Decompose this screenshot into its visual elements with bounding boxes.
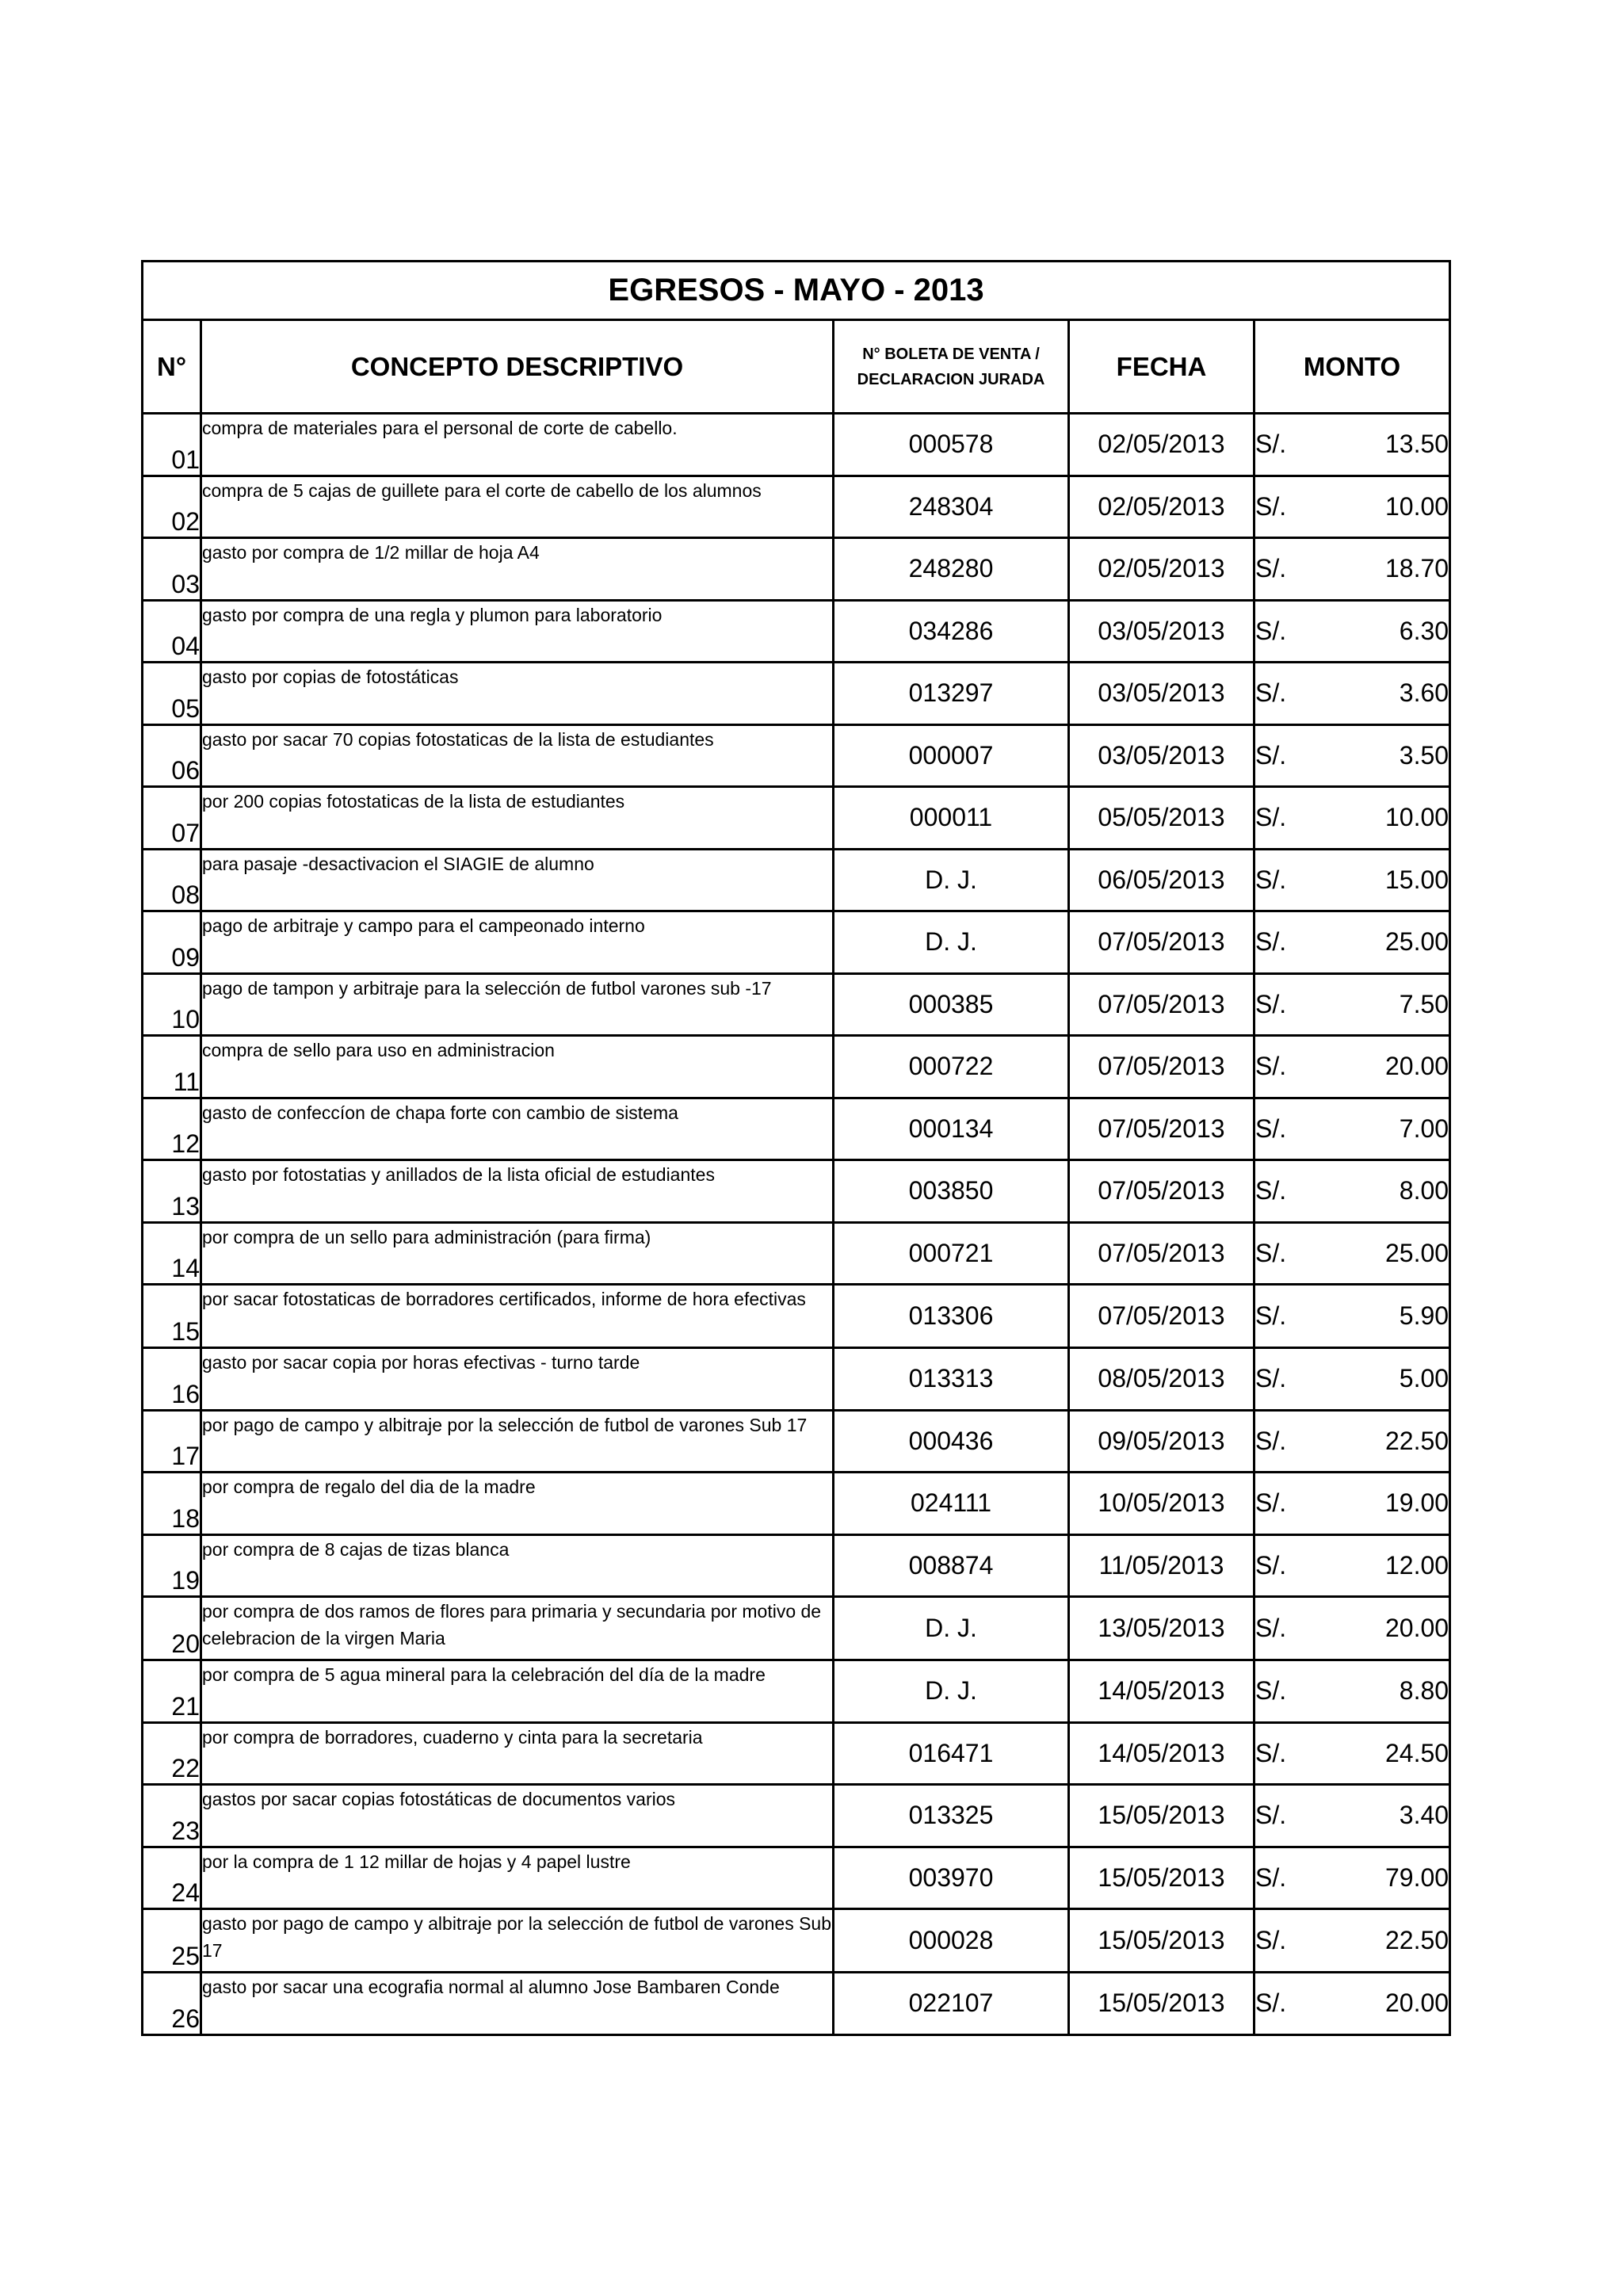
row-amount: 19.00: [1384, 1488, 1449, 1518]
amount-wrap: [1255, 678, 1449, 708]
table-row: [143, 538, 1450, 601]
row-number: 13: [143, 1160, 201, 1223]
row-amount-cell: [1254, 1160, 1450, 1223]
header-receipt: [834, 320, 1069, 414]
row-amount-cell: [1254, 600, 1450, 663]
row-receipt: D. J.: [834, 1597, 1069, 1660]
table-row: [143, 1098, 1450, 1160]
row-concept: por compra de borradores, cuaderno y cinta para la secretaria: [201, 1722, 834, 1785]
currency-symbol: S/.: [1255, 616, 1287, 645]
row-amount: 8.00: [1399, 1176, 1449, 1205]
table-row: [143, 973, 1450, 1036]
row-date: 13/05/2013: [1069, 1597, 1254, 1660]
header-row: [143, 320, 1450, 414]
amount-wrap: [1255, 430, 1449, 459]
row-concept: compra de materiales para el personal de corte de cabello.: [201, 414, 834, 476]
row-concept: compra de sello para uso en administracion: [201, 1036, 834, 1098]
currency-symbol: S/.: [1255, 1801, 1287, 1830]
row-date: 07/05/2013: [1069, 973, 1254, 1036]
row-amount: 7.00: [1399, 1114, 1449, 1143]
header-receipt-line1: N° BOLETA DE VENTA /: [862, 345, 1040, 363]
row-amount-cell: [1254, 414, 1450, 476]
amount-wrap: [1255, 554, 1449, 583]
row-date: 15/05/2013: [1069, 1847, 1254, 1909]
row-amount: 7.50: [1399, 989, 1449, 1018]
row-amount: 3.60: [1399, 678, 1449, 708]
row-number: 16: [143, 1348, 201, 1411]
currency-symbol: S/.: [1255, 1676, 1287, 1706]
row-number: 26: [143, 1973, 201, 2035]
row-number: 15: [143, 1285, 201, 1348]
row-amount-cell: [1254, 1660, 1450, 1723]
currency-symbol: S/.: [1255, 1488, 1287, 1518]
row-number: 07: [143, 787, 201, 850]
table-row: [143, 1036, 1450, 1098]
table-row: [143, 1160, 1450, 1223]
header-amount: MONTO: [1254, 320, 1450, 414]
row-receipt: 013313: [834, 1348, 1069, 1411]
amount-wrap: [1255, 803, 1449, 832]
currency-symbol: S/.: [1255, 678, 1287, 708]
amount-wrap: [1255, 865, 1449, 895]
row-date: 07/05/2013: [1069, 1160, 1254, 1223]
row-amount: 10.00: [1384, 803, 1449, 832]
row-concept: gasto por copias de fotostáticas: [201, 663, 834, 725]
row-amount: 25.00: [1384, 1238, 1449, 1267]
currency-symbol: S/.: [1255, 989, 1287, 1018]
row-receipt: 000007: [834, 724, 1069, 787]
row-receipt: 000721: [834, 1222, 1069, 1285]
header-num: N°: [143, 320, 201, 414]
row-amount-cell: [1254, 1973, 1450, 2035]
header-date: FECHA: [1069, 320, 1254, 414]
row-date: 07/05/2013: [1069, 1222, 1254, 1285]
row-amount-cell: [1254, 787, 1450, 850]
row-number: 25: [143, 1909, 201, 1973]
row-receipt: D. J.: [834, 849, 1069, 911]
row-concept: compra de 5 cajas de guillete para el corte de cabello de los alumnos: [201, 476, 834, 538]
row-receipt: 248304: [834, 476, 1069, 538]
row-concept: por 200 copias fotostaticas de la lista de estudiantes: [201, 787, 834, 850]
row-receipt: 000722: [834, 1036, 1069, 1098]
row-date: 09/05/2013: [1069, 1410, 1254, 1473]
currency-symbol: S/.: [1255, 491, 1287, 521]
row-date: 03/05/2013: [1069, 724, 1254, 787]
row-amount-cell: [1254, 724, 1450, 787]
row-number: 12: [143, 1098, 201, 1160]
row-receipt: 248280: [834, 538, 1069, 601]
currency-symbol: S/.: [1255, 1364, 1287, 1393]
currency-symbol: S/.: [1255, 554, 1287, 583]
amount-wrap: [1255, 492, 1449, 521]
expenses-table: [141, 260, 1451, 2036]
row-amount: 22.50: [1384, 1926, 1449, 1954]
row-concept: por pago de campo y albitraje por la selección de futbol de varones Sub 17: [201, 1410, 834, 1473]
amount-wrap: [1255, 617, 1449, 646]
row-receipt: D. J.: [834, 1660, 1069, 1723]
row-date: 07/05/2013: [1069, 1036, 1254, 1098]
amount-wrap: [1255, 927, 1449, 957]
row-concept: gasto por sacar copia por horas efectivas - turno tarde: [201, 1348, 834, 1411]
table-row: [143, 724, 1450, 787]
currency-symbol: S/.: [1255, 1426, 1287, 1455]
row-date: 02/05/2013: [1069, 476, 1254, 538]
currency-symbol: S/.: [1255, 1614, 1287, 1642]
row-concept: por compra de 5 agua mineral para la celebración del día de la madre: [201, 1660, 834, 1723]
row-concept: por compra de dos ramos de flores para primaria y secundaria por motivo de celebracion de la virgen Maria: [201, 1597, 834, 1660]
row-amount: 12.00: [1384, 1550, 1449, 1580]
table-row: [143, 1285, 1450, 1348]
row-amount-cell: [1254, 1597, 1450, 1660]
row-amount-cell: [1254, 1785, 1450, 1847]
row-concept: por la compra de 1 12 millar de hojas y 4 papel lustre: [201, 1847, 834, 1909]
table-row: [143, 1348, 1450, 1411]
row-receipt: 000436: [834, 1410, 1069, 1473]
row-number: 23: [143, 1785, 201, 1847]
row-amount-cell: [1254, 1473, 1450, 1535]
row-concept: gasto por sacar una ecografia normal al alumno Jose Bambaren Conde: [201, 1973, 834, 2035]
row-receipt: 000134: [834, 1098, 1069, 1160]
row-number: 11: [143, 1036, 201, 1098]
amount-wrap: [1255, 1926, 1449, 1955]
row-amount-cell: [1254, 1222, 1450, 1285]
row-date: 15/05/2013: [1069, 1973, 1254, 2035]
table-body: [143, 414, 1450, 2035]
amount-wrap: [1255, 1239, 1449, 1268]
amount-wrap: [1255, 1739, 1449, 1768]
row-receipt: 000011: [834, 787, 1069, 850]
row-amount-cell: [1254, 1348, 1450, 1411]
row-receipt: D. J.: [834, 911, 1069, 974]
row-concept: gasto por fotostatias y anillados de la lista oficial de estudiantes: [201, 1160, 834, 1223]
row-amount-cell: [1254, 849, 1450, 911]
table-row: [143, 1722, 1450, 1785]
row-date: 07/05/2013: [1069, 911, 1254, 974]
row-date: 10/05/2013: [1069, 1473, 1254, 1535]
row-number: 20: [143, 1597, 201, 1660]
row-amount: 5.00: [1399, 1364, 1449, 1393]
currency-symbol: S/.: [1255, 1738, 1287, 1767]
table-row: [143, 663, 1450, 725]
row-amount: 8.80: [1399, 1676, 1449, 1706]
currency-symbol: S/.: [1255, 803, 1287, 832]
row-concept: gasto de confeccíon de chapa forte con cambio de sistema: [201, 1098, 834, 1160]
row-amount-cell: [1254, 538, 1450, 601]
row-number: 14: [143, 1222, 201, 1285]
amount-wrap: [1255, 741, 1449, 770]
row-concept: para pasaje -desactivacion el SIAGIE de alumno: [201, 849, 834, 911]
currency-symbol: S/.: [1255, 740, 1287, 770]
row-concept: por compra de regalo del dia de la madre: [201, 1473, 834, 1535]
row-concept: pago de tampon y arbitraje para la selección de futbol varones sub -17: [201, 973, 834, 1036]
row-receipt: 003970: [834, 1847, 1069, 1909]
row-amount-cell: [1254, 1098, 1450, 1160]
row-date: 11/05/2013: [1069, 1534, 1254, 1597]
row-number: 10: [143, 973, 201, 1036]
row-amount-cell: [1254, 1722, 1450, 1785]
row-number: 06: [143, 724, 201, 787]
row-receipt: 000578: [834, 414, 1069, 476]
row-number: 08: [143, 849, 201, 911]
row-amount: 5.90: [1399, 1301, 1449, 1330]
row-concept: gasto por compra de una regla y plumon para laboratorio: [201, 600, 834, 663]
table-row: [143, 787, 1450, 850]
row-amount: 10.00: [1384, 491, 1449, 521]
row-amount-cell: [1254, 911, 1450, 974]
row-amount: 24.50: [1384, 1738, 1449, 1767]
row-concept: por sacar fotostaticas de borradores certificados, informe de hora efectivas: [201, 1285, 834, 1348]
table-row: [143, 1660, 1450, 1723]
row-receipt: 013325: [834, 1785, 1069, 1847]
title-row: [143, 262, 1450, 320]
currency-symbol: S/.: [1255, 1988, 1287, 2018]
row-concept: gastos por sacar copias fotostáticas de documentos varios: [201, 1785, 834, 1847]
table-row: [143, 1785, 1450, 1847]
row-date: 06/05/2013: [1069, 849, 1254, 911]
row-amount-cell: [1254, 1285, 1450, 1348]
row-number: 01: [143, 414, 201, 476]
amount-wrap: [1255, 1488, 1449, 1518]
amount-wrap: [1255, 1364, 1449, 1393]
row-date: 05/05/2013: [1069, 787, 1254, 850]
row-amount: 22.50: [1384, 1426, 1449, 1455]
table-row: [143, 1222, 1450, 1285]
amount-wrap: [1255, 1863, 1449, 1893]
row-receipt: 000385: [834, 973, 1069, 1036]
row-amount-cell: [1254, 1909, 1450, 1973]
row-date: 15/05/2013: [1069, 1909, 1254, 1973]
row-date: 14/05/2013: [1069, 1722, 1254, 1785]
table-row: [143, 476, 1450, 538]
row-date: 15/05/2013: [1069, 1785, 1254, 1847]
row-receipt: 016471: [834, 1722, 1069, 1785]
row-number: 05: [143, 663, 201, 725]
row-amount: 3.40: [1399, 1801, 1449, 1830]
row-amount: 6.30: [1399, 616, 1449, 645]
row-date: 03/05/2013: [1069, 600, 1254, 663]
row-receipt: 000028: [834, 1909, 1069, 1973]
row-receipt: 003850: [834, 1160, 1069, 1223]
amount-wrap: [1255, 1114, 1449, 1144]
row-number: 09: [143, 911, 201, 974]
row-date: 08/05/2013: [1069, 1348, 1254, 1411]
amount-wrap: [1255, 1676, 1449, 1706]
currency-symbol: S/.: [1255, 1052, 1287, 1081]
row-number: 19: [143, 1534, 201, 1597]
row-amount: 25.00: [1384, 927, 1449, 957]
currency-symbol: S/.: [1255, 1176, 1287, 1205]
row-amount: 20.00: [1384, 1988, 1449, 2018]
row-amount-cell: [1254, 1534, 1450, 1597]
table-row: [143, 1534, 1450, 1597]
row-number: 18: [143, 1473, 201, 1535]
amount-wrap: [1255, 1301, 1449, 1331]
row-concept: gasto por pago de campo y albitraje por la selección de futbol de varones Sub 17: [201, 1909, 834, 1973]
table-row: [143, 1597, 1450, 1660]
currency-symbol: S/.: [1255, 1114, 1287, 1143]
row-date: 07/05/2013: [1069, 1098, 1254, 1160]
amount-wrap: [1255, 1614, 1449, 1643]
row-concept: gasto por sacar 70 copias fotostaticas de la lista de estudiantes: [201, 724, 834, 787]
row-amount: 20.00: [1384, 1614, 1449, 1642]
row-receipt: 013297: [834, 663, 1069, 725]
row-date: 07/05/2013: [1069, 1285, 1254, 1348]
row-amount-cell: [1254, 973, 1450, 1036]
amount-wrap: [1255, 1176, 1449, 1205]
currency-symbol: S/.: [1255, 927, 1287, 957]
table-row: [143, 600, 1450, 663]
row-amount: 15.00: [1384, 865, 1449, 894]
table-row: [143, 911, 1450, 974]
row-amount-cell: [1254, 663, 1450, 725]
row-receipt: 024111: [834, 1473, 1069, 1535]
currency-symbol: S/.: [1255, 1301, 1287, 1330]
row-number: 04: [143, 600, 201, 663]
row-concept: por compra de un sello para administración (para firma): [201, 1222, 834, 1285]
currency-symbol: S/.: [1255, 1862, 1287, 1892]
row-number: 24: [143, 1847, 201, 1909]
currency-symbol: S/.: [1255, 865, 1287, 894]
row-amount: 3.50: [1399, 740, 1449, 770]
row-amount: 18.70: [1384, 554, 1449, 583]
table-row: [143, 1410, 1450, 1473]
currency-symbol: S/.: [1255, 430, 1287, 459]
amount-wrap: [1255, 1801, 1449, 1830]
table-row: [143, 1973, 1450, 2035]
row-amount-cell: [1254, 476, 1450, 538]
row-receipt: 013306: [834, 1285, 1069, 1348]
row-amount-cell: [1254, 1847, 1450, 1909]
row-receipt: 022107: [834, 1973, 1069, 2035]
row-date: 02/05/2013: [1069, 538, 1254, 601]
row-amount: 20.00: [1384, 1052, 1449, 1081]
amount-wrap: [1255, 1551, 1449, 1580]
table-row: [143, 1473, 1450, 1535]
amount-wrap: [1255, 1052, 1449, 1081]
table-row: [143, 414, 1450, 476]
amount-wrap: [1255, 1988, 1449, 2018]
header-concept: CONCEPTO DESCRIPTIVO: [201, 320, 834, 414]
currency-symbol: S/.: [1255, 1238, 1287, 1267]
row-receipt: 008874: [834, 1534, 1069, 1597]
row-number: 21: [143, 1660, 201, 1723]
row-amount: 79.00: [1384, 1862, 1449, 1892]
table-title: EGRESOS - MAYO - 2013: [143, 262, 1450, 320]
row-concept: por compra de 8 cajas de tizas blanca: [201, 1534, 834, 1597]
row-number: 22: [143, 1722, 201, 1785]
row-concept: pago de arbitraje y campo para el campeonado interno: [201, 911, 834, 974]
currency-symbol: S/.: [1255, 1926, 1287, 1954]
currency-symbol: S/.: [1255, 1550, 1287, 1580]
table-row: [143, 1909, 1450, 1973]
table-row: [143, 1847, 1450, 1909]
amount-wrap: [1255, 1427, 1449, 1456]
row-amount-cell: [1254, 1036, 1450, 1098]
row-concept: gasto por compra de 1/2 millar de hoja A4: [201, 538, 834, 601]
row-number: 02: [143, 476, 201, 538]
row-amount: 13.50: [1384, 430, 1449, 459]
row-number: 03: [143, 538, 201, 601]
table-row: [143, 849, 1450, 911]
expense-sheet: [141, 260, 1449, 2036]
header-receipt-line2: DECLARACION JURADA: [857, 370, 1045, 388]
row-date: 02/05/2013: [1069, 414, 1254, 476]
row-date: 03/05/2013: [1069, 663, 1254, 725]
row-date: 14/05/2013: [1069, 1660, 1254, 1723]
amount-wrap: [1255, 990, 1449, 1019]
row-number: 17: [143, 1410, 201, 1473]
row-amount-cell: [1254, 1410, 1450, 1473]
row-receipt: 034286: [834, 600, 1069, 663]
